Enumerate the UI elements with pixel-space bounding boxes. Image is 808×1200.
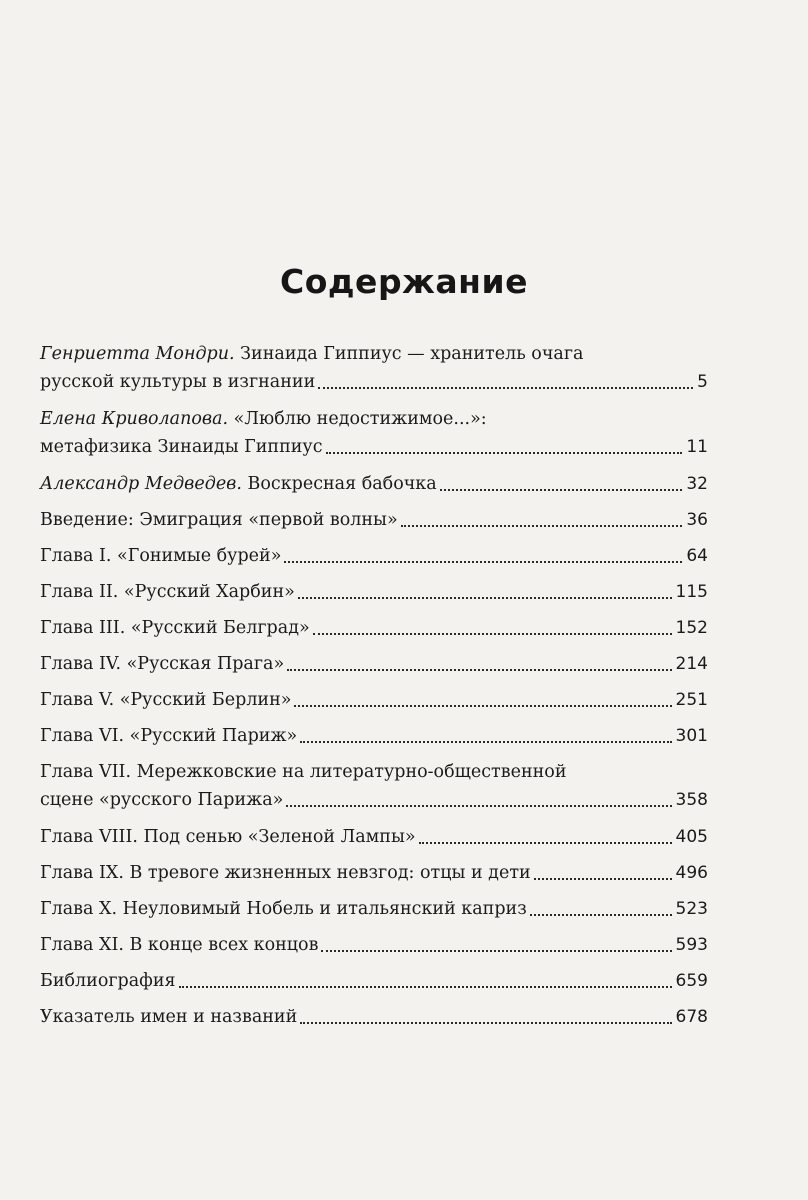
dot-leader [287,669,671,671]
dot-leader [530,914,672,916]
toc-entry-title: Глава VIII. Под сенью «Зеленой Лампы» [40,827,416,847]
toc-entry-author: Александр Медведев. [40,474,242,494]
dot-leader [401,525,683,527]
toc-entry[interactable] [40,578,708,606]
toc-entry-title: Глава VI. «Русский Париж» [40,726,298,746]
toc-entry-page: 5 [697,372,708,392]
toc-entry-title: Глава III. «Русский Белград» [40,618,310,638]
dot-leader [284,561,682,563]
toc-entry-title: Введение: Эмиграция «первой волны» [40,510,398,530]
toc-entry-title: Воскресная бабочка [241,474,437,494]
dot-leader [298,597,672,599]
toc-entry[interactable] [40,686,708,714]
toc-entry[interactable] [40,614,708,642]
toc-entry[interactable] [40,542,708,570]
dot-leader [321,950,671,952]
toc-entry[interactable] [40,758,708,814]
dot-leader [534,878,672,880]
toc-entry-title: Глава II. «Русский Харбин» [40,582,295,602]
dot-leader [419,842,672,844]
dot-leader [286,805,671,807]
toc-entry-title-continued: метафизика Зинаиды Гиппиус [40,437,323,457]
toc-entry[interactable] [40,340,708,396]
toc-entry-page: 659 [675,971,708,991]
toc-entry-title: Библиография [40,971,176,991]
toc-entry-title-continued: сцене «русского Парижа» [40,790,284,810]
toc-entry-author: Генриетта Мондри. [40,344,235,364]
toc-entry-title: Глава XI. В конце всех концов [40,935,319,955]
toc-entry-page: 152 [675,618,708,638]
dot-leader [440,489,683,491]
toc-entry-page: 678 [675,1007,708,1027]
toc-entry-page: 64 [686,546,708,566]
toc-entry-author: Елена Криволапова. [40,409,229,429]
toc-entry-page: 301 [675,726,708,746]
toc-entry[interactable] [40,859,708,887]
toc-entry-title: Глава I. «Гонимые бурей» [40,546,282,566]
toc-entry-title: Глава IX. В тревоге жизненных невзгод: отцы и дети [40,863,531,883]
dot-leader [300,741,671,743]
toc-entry[interactable] [40,470,708,498]
toc-entry-page: 358 [675,790,708,810]
dot-leader [313,633,672,635]
toc-entry[interactable] [40,405,708,461]
toc-entry-title-continued: русской культуры в изгнании [40,372,316,392]
toc-entry-page: 11 [686,437,708,457]
toc-entry[interactable] [40,931,708,959]
dot-leader [300,1022,671,1024]
toc-entry-page: 593 [675,935,708,955]
toc-entry-page: 523 [675,899,708,919]
toc-entry[interactable] [40,506,708,534]
dot-leader [326,452,683,454]
dot-leader [318,387,693,389]
toc-entry[interactable] [40,967,708,995]
toc-entry-page: 115 [675,582,708,602]
toc-entry-title: Указатель имен и названий [40,1007,298,1027]
toc-entry-title: Глава X. Неуловимый Нобель и итальянский каприз [40,899,527,919]
toc-entry-title: «Люблю недостижимое...»: [228,409,487,429]
toc-entry-title: Зинаида Гиппиус — хранитель очага [234,344,584,364]
toc-entry[interactable] [40,1003,708,1031]
toc-entry-title: Глава VII. Мережковские на литературно-общественной [40,762,567,782]
toc-entry[interactable] [40,650,708,678]
toc-entry[interactable] [40,722,708,750]
page-title: Содержание [280,262,528,301]
toc-entry-title: Глава V. «Русский Берлин» [40,690,292,710]
toc-entry-title: Глава IV. «Русская Прага» [40,654,285,674]
dot-leader [294,705,671,707]
dot-leader [179,986,672,988]
toc-entry-page: 214 [675,654,708,674]
toc-entry-page: 36 [686,510,708,530]
toc-entry[interactable] [40,895,708,923]
toc-entry[interactable] [40,823,708,851]
toc-entry-page: 251 [675,690,708,710]
table-of-contents [40,340,708,1039]
toc-entry-page: 32 [686,474,708,494]
toc-entry-page: 405 [675,827,708,847]
toc-entry-page: 496 [675,863,708,883]
